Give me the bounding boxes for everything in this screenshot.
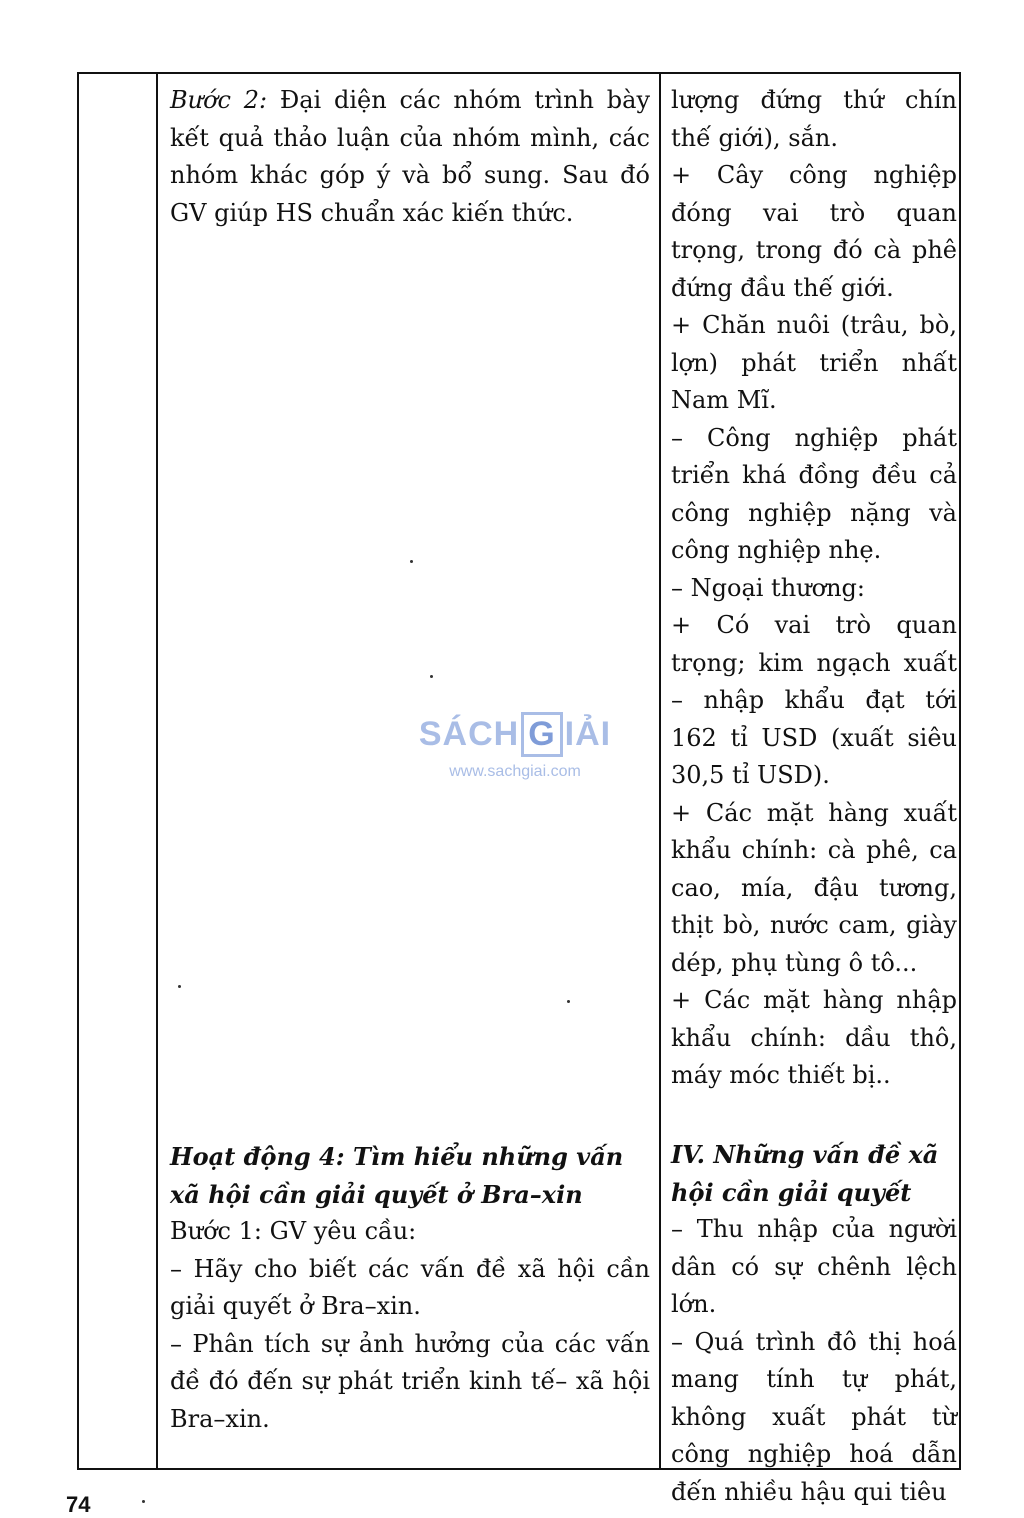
section4-heading: IV. Những vấn đề xã hội cần giải quyết bbox=[671, 1140, 939, 1207]
step2-lead: Bước 2: bbox=[170, 86, 268, 114]
content-cell bbox=[671, 82, 957, 1095]
watermark-logo: SÁCH G IẢI bbox=[410, 712, 620, 757]
scan-speck bbox=[178, 985, 181, 988]
activity4-step1: Bước 1: GV yêu cầu: bbox=[170, 1217, 417, 1245]
section4-paragraph-1: – Thu nhập của người dân có sự chênh lệch lớn. bbox=[671, 1215, 957, 1318]
step2-paragraph bbox=[170, 82, 650, 232]
content-paragraph: – Ngoại thương: bbox=[671, 573, 865, 602]
watermark-g-icon: G bbox=[521, 712, 562, 757]
sachgiai-watermark bbox=[410, 712, 620, 781]
section4-cell bbox=[671, 1136, 957, 1511]
scan-speck bbox=[567, 1000, 570, 1003]
teacher-activities-cell bbox=[170, 82, 650, 232]
content-paragraph: + Chăn nuôi (trâu, bò, lợn) phát triển nhất Nam Mĩ. bbox=[671, 311, 957, 414]
activity4-question-1: – Hãy cho biết các vấn đề xã hội cần giải quyết ở Bra–xin. bbox=[170, 1254, 650, 1320]
column-divider-right bbox=[659, 74, 661, 1468]
step2-text: Đại diện các nhóm trình bày kết quả thảo luận của nhóm mình, các nhóm khác góp ý và bổ sung. Sau đó GV giúp HS chuẩn xác kiến thức. bbox=[170, 86, 651, 227]
content-paragraph: – Công nghiệp phát triển khá đồng đều cả công nghiệp nặng và công nghiệp nhẹ. bbox=[671, 423, 957, 564]
content-paragraph: + Các mặt hàng xuất khẩu chính: cà phê, ca cao, mía, đậu tương, thịt bò, nước cam, giày dép, phụ tùng ô tô... bbox=[671, 798, 957, 977]
content-paragraph: + Cây công nghiệp đóng vai trò quan trọng, trong đó cà phê đứng đầu thế giới. bbox=[671, 161, 957, 302]
scan-speck bbox=[142, 1500, 145, 1503]
activity4-heading: Hoạt động 4: Tìm hiểu những vấn xã hội cần giải quyết ở Bra–xin bbox=[170, 1142, 624, 1209]
column-divider-left bbox=[156, 74, 158, 1468]
content-paragraph: lượng đứng thứ chín thế giới), sắn. bbox=[671, 86, 957, 152]
activity4-cell bbox=[170, 1138, 650, 1438]
content-paragraph: + Các mặt hàng nhập khẩu chính: dầu thô, máy móc thiết bị.. bbox=[671, 986, 957, 1089]
scan-speck bbox=[410, 560, 413, 563]
watermark-url: www.sachgiai.com bbox=[449, 763, 581, 780]
activity4-question-2: – Phân tích sự ảnh hưởng của các vấn đề đó đến sự phát triển kinh tế– xã hội Bra–xin. bbox=[170, 1329, 650, 1433]
content-paragraph: + Có vai trò quan trọng; kim ngạch xuất – nhập khẩu đạt tới 162 tỉ USD (xuất siêu 30,5 tỉ USD). bbox=[671, 611, 957, 789]
page-number: 74 bbox=[66, 1492, 91, 1517]
scan-speck bbox=[430, 675, 433, 678]
section4-paragraph-2: – Quá trình đô thị hoá mang tính tự phát, không xuất phát từ công nghiệp hoá dẫn đến nhiều hậu qui tiêu bbox=[671, 1327, 957, 1506]
